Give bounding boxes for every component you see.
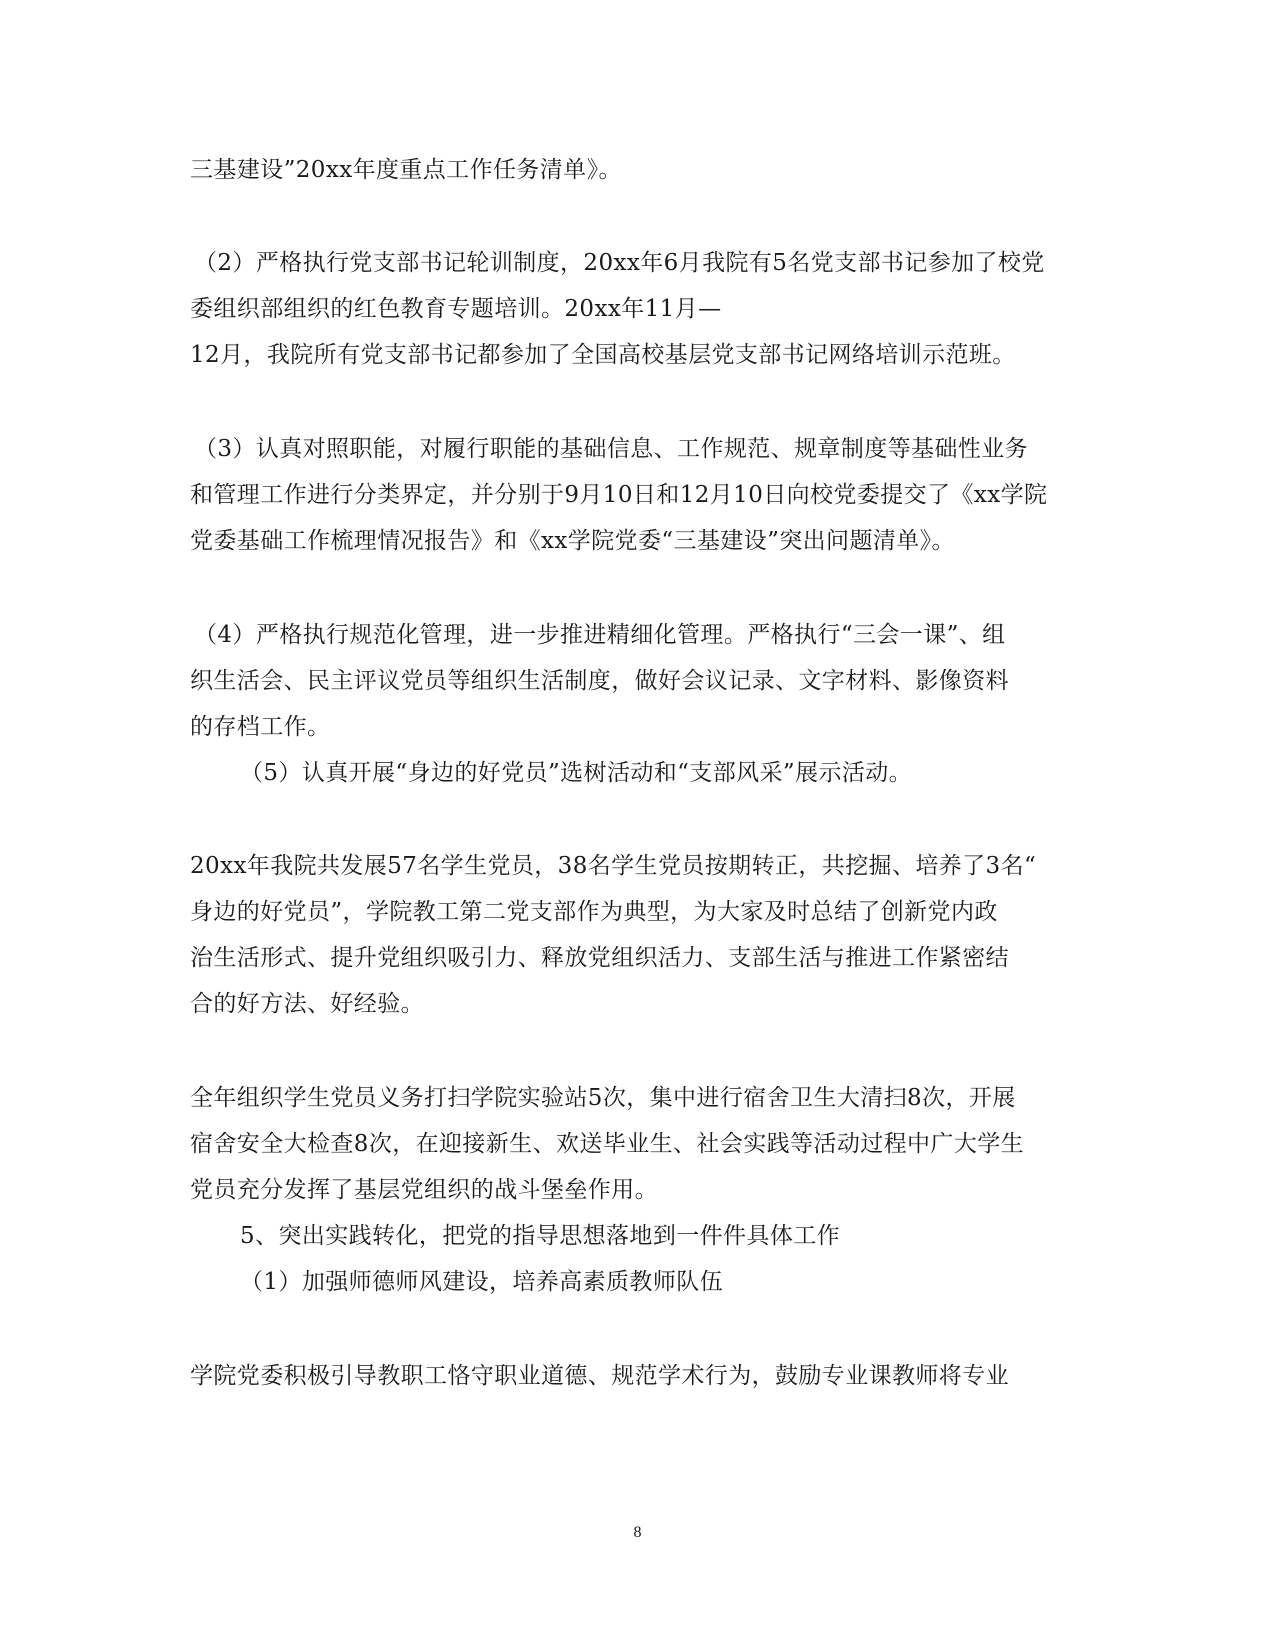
text-line: 身边的好党员”，学院教工第二党支部作为典型，为大家及时总结了创新党内政 bbox=[190, 899, 998, 925]
text-line: 的存档工作。 bbox=[190, 714, 331, 740]
page-number: 8 bbox=[633, 1524, 642, 1541]
text-line: （5）认真开展“身边的好党员”选树活动和“支部风采”展示活动。 bbox=[240, 760, 913, 786]
subsection-heading: （1）加强师德师风建设，培养高素质教师队伍 bbox=[240, 1269, 724, 1295]
text-line: 和管理工作进行分类界定，并分别于9月10日和12月10日向校党委提交了《xx学院 bbox=[190, 482, 1048, 508]
text-line: 合的好方法、好经验。 bbox=[190, 991, 424, 1017]
text-line: （4）严格执行规范化管理，进一步推进精细化管理。严格执行“三会一课”、组 bbox=[194, 622, 1006, 648]
text-line: 党委基础工作梳理情况报告》和《xx学院党委“三基建设”突出问题清单》。 bbox=[190, 528, 955, 554]
text-line: 治生活形式、提升党组织吸引力、释放党组织活力、支部生活与推进工作紧密结 bbox=[190, 945, 1009, 971]
text-line: 织生活会、民主评议党员等组织生活制度，做好会议记录、文字材料、影像资料 bbox=[190, 668, 1009, 694]
text-line: 学院党委积极引导教职工恪守职业道德、规范学术行为，鼓励专业课教师将专业 bbox=[190, 1363, 1009, 1389]
text-line: 20xx年我院共发展57名学生党员，38名学生党员按期转正，共挖掘、培养了3名“ bbox=[190, 853, 1037, 879]
text-line: （3）认真对照职能，对履行职能的基础信息、工作规范、规章制度等基础性业务 bbox=[194, 436, 1029, 462]
text-line: 委组织部组织的红色教育专题培训。20xx年11月— bbox=[190, 296, 722, 322]
text-line: 12月，我院所有党支部书记都参加了全国高校基层党支部书记网络培训示范班。 bbox=[190, 342, 1016, 368]
text-line: 三基建设”20xx年度重点工作任务清单》。 bbox=[190, 157, 622, 183]
text-line: 党员充分发挥了基层党组织的战斗堡垒作用。 bbox=[190, 1177, 658, 1203]
text-line: 宿舍安全大检查8次，在迎接新生、欢送毕业生、社会实践等活动过程中广大学生 bbox=[190, 1131, 1025, 1157]
text-line: （2）严格执行党支部书记轮训制度，20xx年6月我院有5名党支部书记参加了校党 bbox=[194, 250, 1045, 276]
text-line: 全年组织学生党员义务打扫学院实验站5次，集中进行宿舍卫生大清扫8次，开展 bbox=[190, 1085, 1016, 1111]
section-heading: 5、突出实践转化，把党的指导思想落地到一件件具体工作 bbox=[240, 1223, 841, 1249]
